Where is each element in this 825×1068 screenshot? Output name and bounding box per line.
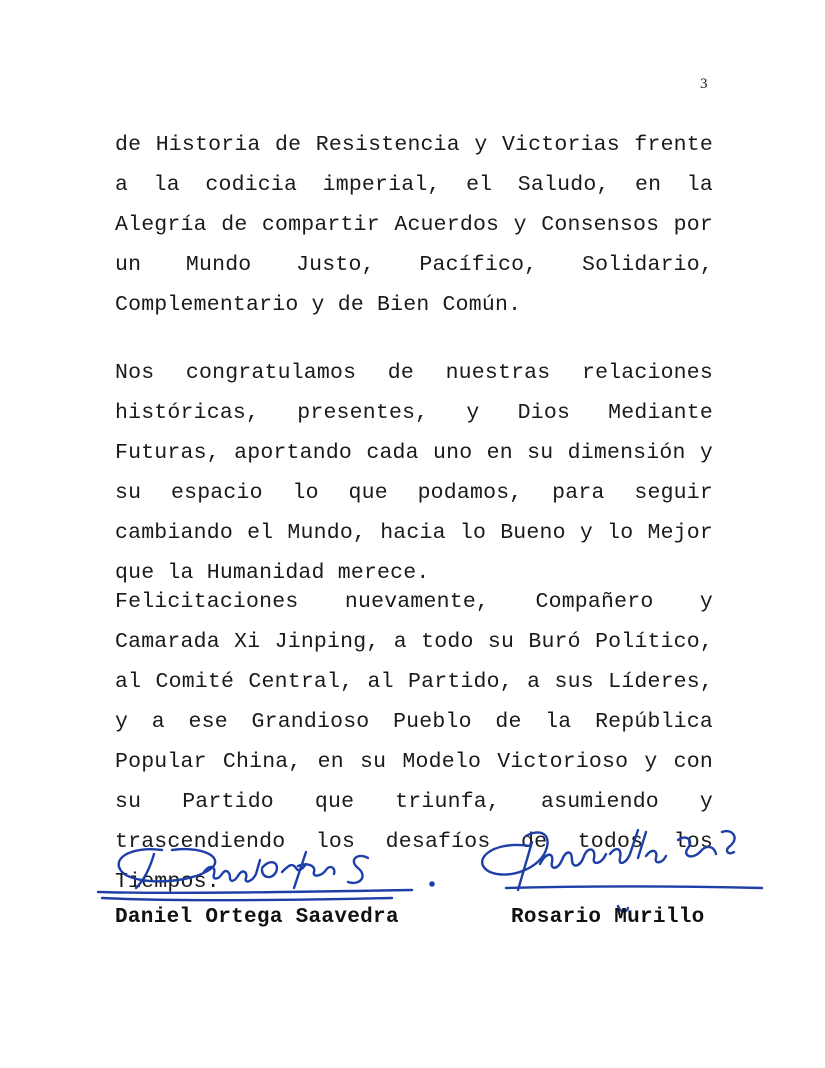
paragraph-congratulations: Felicitaciones nuevamente, Compañero y Camarada Xi Jinping, a todo su Buró Político, al Comité Central, al Partido, a sus Líderes, y a ese Grandioso Pueblo de la República Popular China, en su Modelo Victorioso y con su Partido que triunfa, asumiendo y trascendiendo los desafíos de todos los Tiempos. bbox=[115, 590, 713, 894]
signer-name-daniel-ortega: Daniel Ortega Saavedra bbox=[115, 906, 399, 929]
page-number: 3 bbox=[700, 76, 708, 92]
paragraph-closing-greeting: de Historia de Resistencia y Victorias frente a la codicia imperial, el Saludo, en la Alegría de compartir Acuerdos y Consensos por un Mundo Justo, Pacífico, Solidario, Complementario y de Bien Común. bbox=[115, 133, 713, 317]
signer-name-rosario-murillo: Rosario Murillo bbox=[511, 906, 705, 929]
paragraph-relations: Nos congratulamos de nuestras relaciones históricas, presentes, y Dios Mediante Futuras, aportando cada uno en su dimensión y su espacio lo que podamos, para seguir cambiando el Mundo, hacia lo Bueno y lo Mejor que la Humanidad merece. bbox=[115, 361, 713, 585]
